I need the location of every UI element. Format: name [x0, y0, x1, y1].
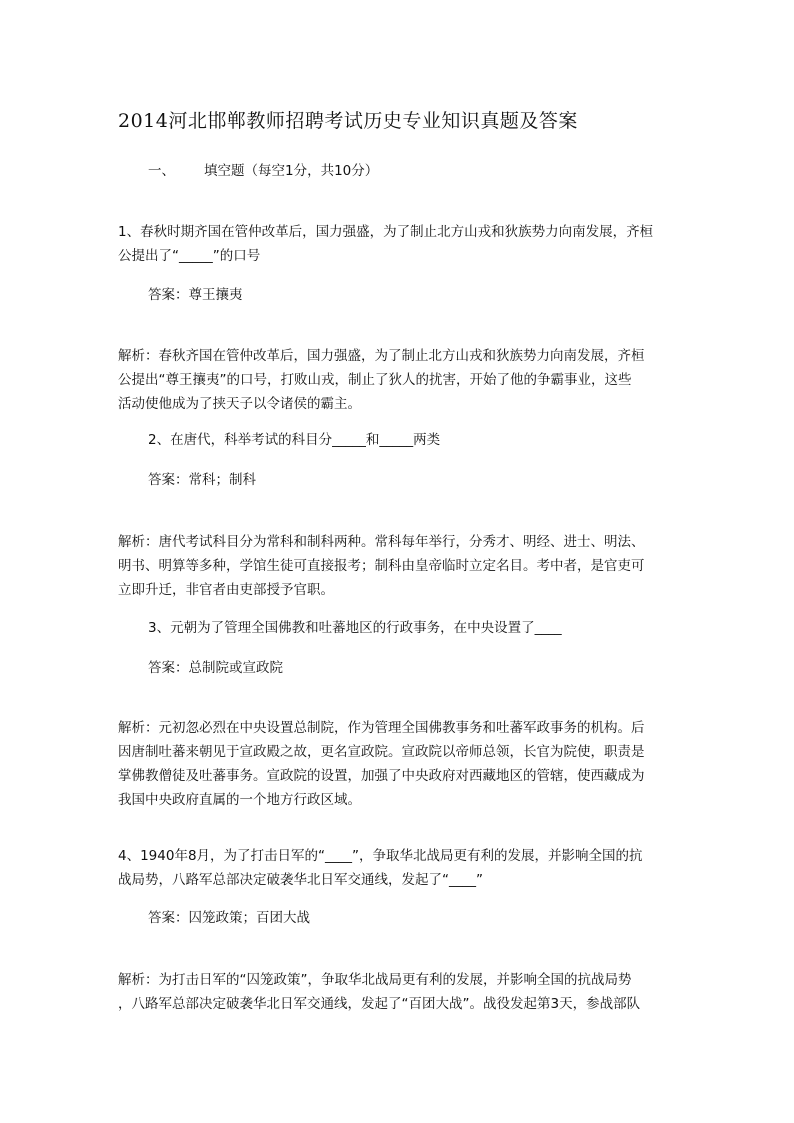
- question-4-line-1: 4、1940年8月，为了打击日军的“____”，争取华北战局更有利的发展，并影响全国的抗: [118, 848, 643, 864]
- answer-2: 答案：常科；制科: [148, 472, 256, 488]
- question-1: [118, 220, 678, 268]
- analysis-1: [118, 344, 678, 416]
- analysis-1-line-1: 解析：春秋齐国在管仲改革后，国力强盛，为了制止北方山戎和狄族势力向南发展，齐桓: [118, 348, 645, 364]
- analysis-2-line-2: 明书、明算等多种，学馆生徒可直接报考；制科由皇帝临时立定名目。考中者，是官吏可: [118, 558, 645, 574]
- answer-4: 答案：囚笼政策；百团大战: [148, 910, 310, 926]
- analysis-2: [118, 530, 678, 602]
- analysis-1-line-3: 活动使他成为了挟天子以令诸侯的霸主。: [118, 396, 361, 412]
- question-2: 2、在唐代，科举考试的科目分_____和_____两类: [148, 432, 441, 448]
- question-1-line-1: 1、春秋时期齐国在管仲改革后，国力强盛，为了制止北方山戎和狄族势力向南发展，齐桓: [118, 224, 654, 240]
- analysis-3-line-3: 掌佛教僧徒及吐蕃事务。宣政院的设置，加强了中央政府对西藏地区的管辖，使西藏成为: [118, 768, 645, 784]
- answer-1: 答案：尊王攘夷: [148, 287, 243, 303]
- question-4: [118, 844, 678, 892]
- analysis-4: [118, 968, 678, 1016]
- question-4-line-2: 战局势，八路军总部决定破袭华北日军交通线，发起了“____”: [118, 872, 483, 888]
- answer-3: 答案：总制院或宣政院: [148, 660, 283, 676]
- analysis-3: [118, 716, 678, 812]
- analysis-2-line-1: 解析：唐代考试科目分为常科和制科两种。常科每年举行，分秀才、明经、进士、明法、: [118, 534, 645, 550]
- analysis-3-line-2: 因唐制吐蕃来朝见于宣政殿之故，更名宣政院。宣政院以帝师总领，长官为院使，职责是: [118, 744, 645, 760]
- section-label: 填空题（每空1分，共10分）: [204, 163, 379, 179]
- analysis-3-line-4: 我国中央政府直属的一个地方行政区域。: [118, 792, 361, 808]
- analysis-3-line-1: 解析：元初忽必烈在中央设置总制院，作为管理全国佛教事务和吐蕃军政事务的机构。后: [118, 720, 645, 736]
- page-title: 2014河北邯郸教师招聘考试历史专业知识真题及答案: [118, 110, 578, 132]
- question-3: 3、元朝为了管理全国佛教和吐蕃地区的行政事务，在中央设置了____: [148, 620, 562, 636]
- section-number: 一、: [148, 163, 175, 179]
- analysis-1-line-2: 公提出“尊王攘夷”的口号，打败山戎，制止了狄人的扰害，开始了他的争霸事业，这些: [118, 372, 632, 388]
- section-heading: [148, 159, 378, 183]
- question-1-line-2: 公提出了“_____”的口号: [118, 248, 261, 264]
- analysis-4-line-2: ，八路军总部决定破袭华北日军交通线，发起了“百团大战”。战役发起第3天，参战部队: [118, 996, 641, 1012]
- analysis-4-line-1: 解析：为打击日军的“囚笼政策”，争取华北战局更有利的发展，并影响全国的抗战局势: [118, 972, 632, 988]
- analysis-2-line-3: 立即升迁，非官者由吏部授予官职。: [118, 582, 334, 598]
